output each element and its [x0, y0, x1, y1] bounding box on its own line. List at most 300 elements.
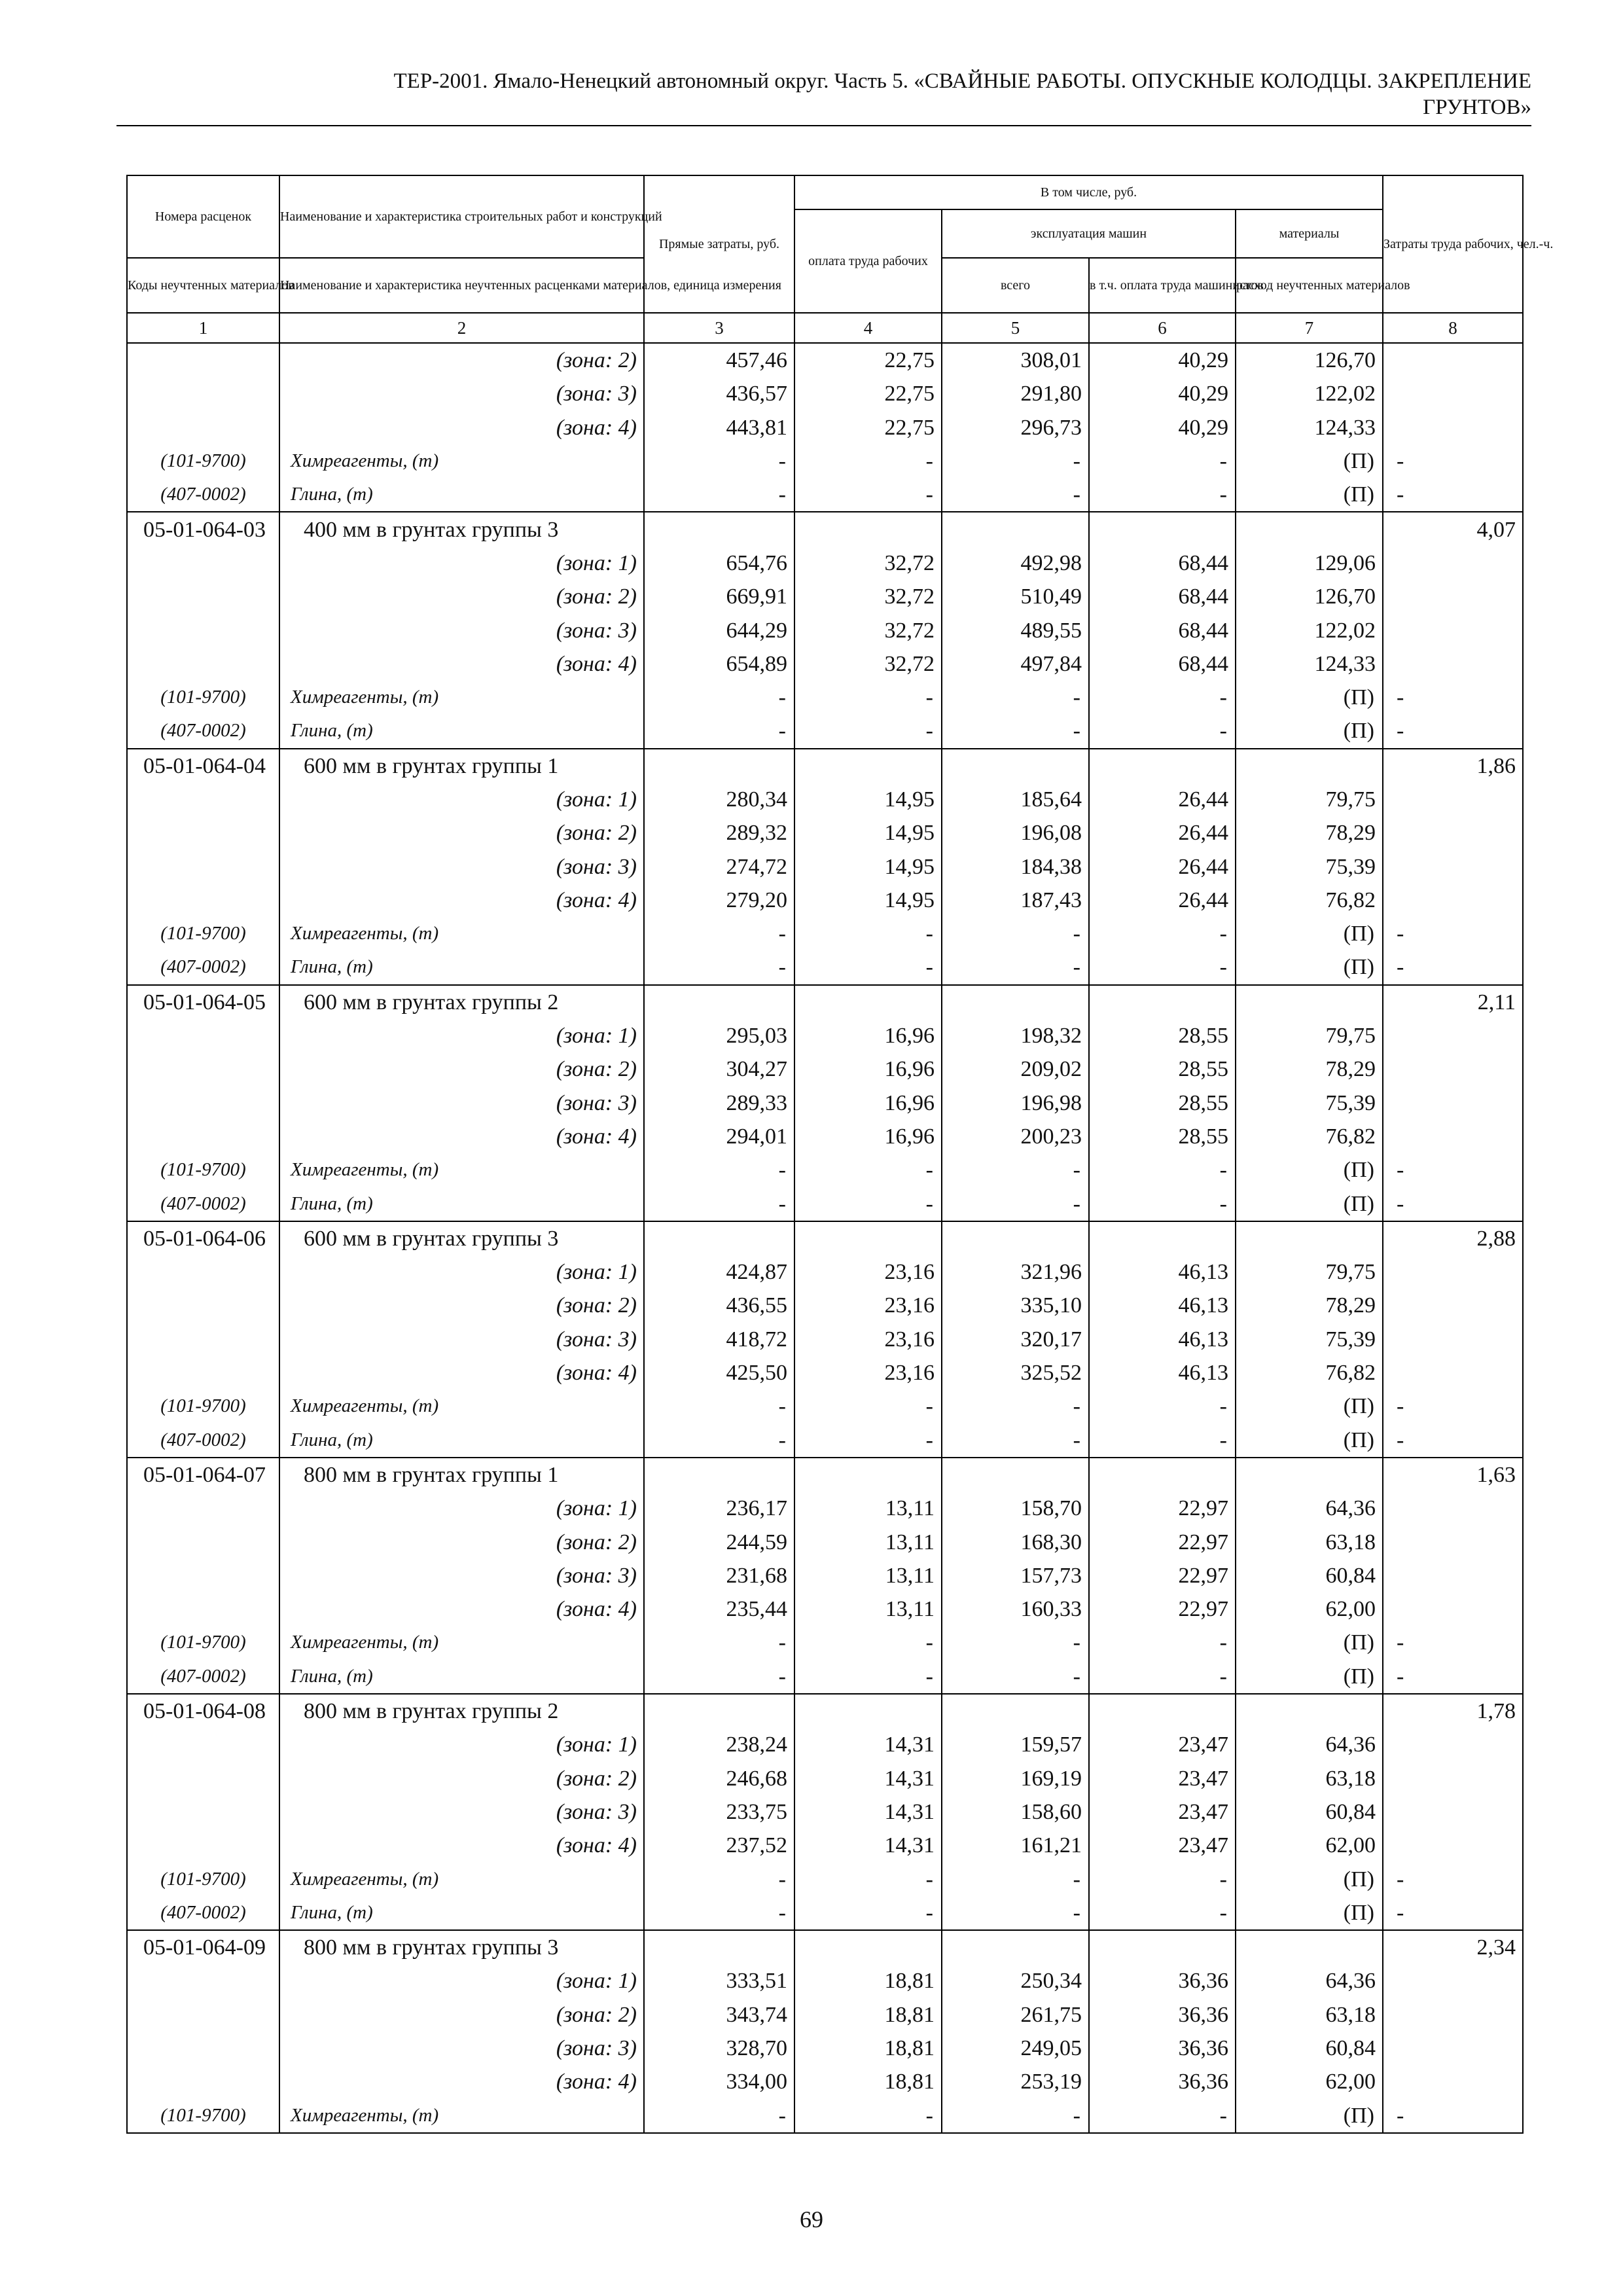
- table-row: [127, 377, 1523, 410]
- rate-code: 05-01-064-03: [127, 512, 279, 546]
- zone-label: (зона: 3): [279, 1559, 644, 1592]
- labor-cell: [1383, 1964, 1523, 1998]
- zone-label: (зона: 1): [279, 1964, 644, 1998]
- value-c7: 63,18: [1236, 1761, 1383, 1795]
- rate-code-cell: [127, 343, 279, 377]
- material-name: Химреагенты, (т): [279, 2098, 644, 2132]
- labor-value: 1,78: [1383, 1694, 1523, 1728]
- column-number: 6: [1089, 313, 1236, 343]
- rate-code-cell: [127, 816, 279, 850]
- table-row: [127, 1592, 1523, 1626]
- empty-value: -: [794, 917, 942, 950]
- rate-code-cell: [127, 1964, 279, 1998]
- value-cell: [794, 1221, 942, 1255]
- labor-cell: [1383, 1525, 1523, 1558]
- material-consumption: (П): [1236, 2098, 1383, 2132]
- material-consumption: (П): [1236, 714, 1383, 748]
- value-c4: 16,96: [794, 1120, 942, 1153]
- value-c6: 68,44: [1089, 647, 1236, 681]
- value-c3: 237,52: [644, 1829, 794, 1862]
- column-number: 5: [942, 313, 1089, 343]
- value-c5: 198,32: [942, 1019, 1089, 1052]
- rate-code-cell: [127, 2065, 279, 2098]
- rate-code-cell: [127, 1052, 279, 1086]
- value-c3: 418,72: [644, 1323, 794, 1356]
- labor-cell: [1383, 1289, 1523, 1322]
- material-code: (101-9700): [127, 2098, 279, 2132]
- zone-label: (зона: 4): [279, 1120, 644, 1153]
- table-row: [127, 850, 1523, 883]
- value-cell: [644, 1930, 794, 1964]
- value-c7: 64,36: [1236, 1728, 1383, 1761]
- material-code: (407-0002): [127, 1896, 279, 1930]
- table-row: [127, 1728, 1523, 1761]
- labor-cell: [1383, 1086, 1523, 1120]
- empty-value: -: [942, 1390, 1089, 1423]
- table-row: [127, 816, 1523, 850]
- rate-name: 600 мм в грунтах группы 2: [279, 985, 644, 1019]
- value-c7: 60,84: [1236, 1559, 1383, 1592]
- value-c7: 75,39: [1236, 1086, 1383, 1120]
- rate-code-cell: [127, 1323, 279, 1356]
- value-c4: 22,75: [794, 343, 942, 377]
- empty-value: -: [794, 714, 942, 748]
- material-code: (101-9700): [127, 681, 279, 714]
- table-row: [127, 1356, 1523, 1390]
- material-consumption: (П): [1236, 681, 1383, 714]
- rate-code-cell: [127, 884, 279, 917]
- labor-cell: [1383, 850, 1523, 883]
- material-code: (101-9700): [127, 444, 279, 478]
- labor-cell: [1383, 1323, 1523, 1356]
- value-cell: [1236, 749, 1383, 783]
- value-c7: 60,84: [1236, 1795, 1383, 1829]
- value-cell: [644, 1221, 794, 1255]
- labor-value: 2,88: [1383, 1221, 1523, 1255]
- value-c5: 250,34: [942, 1964, 1089, 1998]
- table-row: [127, 1323, 1523, 1356]
- value-c5: 196,08: [942, 816, 1089, 850]
- labor-value: -: [1383, 1187, 1523, 1221]
- table-row: [127, 1525, 1523, 1558]
- material-code: (407-0002): [127, 478, 279, 512]
- empty-value: -: [644, 1862, 794, 1895]
- rate-code-cell: [127, 1289, 279, 1322]
- empty-value: -: [794, 444, 942, 478]
- empty-value: -: [644, 1626, 794, 1659]
- value-c6: 40,29: [1089, 377, 1236, 410]
- material-consumption: (П): [1236, 1390, 1383, 1423]
- rate-name: 600 мм в грунтах группы 1: [279, 749, 644, 783]
- value-c5: 158,60: [942, 1795, 1089, 1829]
- value-c4: 16,96: [794, 1052, 942, 1086]
- value-c7: 78,29: [1236, 1052, 1383, 1086]
- zone-label: (зона: 2): [279, 1525, 644, 1558]
- rate-name: 800 мм в грунтах группы 1: [279, 1458, 644, 1492]
- rate-code-cell: [127, 783, 279, 816]
- value-c6: 46,13: [1089, 1356, 1236, 1390]
- value-c3: 334,00: [644, 2065, 794, 2098]
- empty-value: -: [942, 478, 1089, 512]
- value-c5: 308,01: [942, 343, 1089, 377]
- empty-value: -: [942, 1187, 1089, 1221]
- value-cell: [1236, 1458, 1383, 1492]
- value-c7: 78,29: [1236, 1289, 1383, 1322]
- table-row: [127, 1829, 1523, 1862]
- material-name: Глина, (т): [279, 950, 644, 984]
- table-row: [127, 917, 1523, 950]
- empty-value: -: [942, 917, 1089, 950]
- material-consumption: (П): [1236, 1660, 1383, 1694]
- rate-code-cell: [127, 377, 279, 410]
- empty-value: -: [644, 950, 794, 984]
- empty-value: -: [1089, 1153, 1236, 1187]
- value-c6: 22,97: [1089, 1525, 1236, 1558]
- value-c4: 32,72: [794, 580, 942, 613]
- value-c5: 296,73: [942, 411, 1089, 444]
- material-code: (101-9700): [127, 917, 279, 950]
- rate-code: 05-01-064-04: [127, 749, 279, 783]
- value-c5: 196,98: [942, 1086, 1089, 1120]
- value-c5: 158,70: [942, 1492, 1089, 1525]
- value-c7: 79,75: [1236, 783, 1383, 816]
- table-row: [127, 1761, 1523, 1795]
- empty-value: -: [1089, 1187, 1236, 1221]
- labor-cell: [1383, 547, 1523, 580]
- value-c4: 23,16: [794, 1323, 942, 1356]
- empty-value: -: [644, 681, 794, 714]
- value-c4: 23,16: [794, 1356, 942, 1390]
- labor-cell: [1383, 1829, 1523, 1862]
- table-row: [127, 1424, 1523, 1458]
- value-c7: 75,39: [1236, 850, 1383, 883]
- value-c6: 26,44: [1089, 850, 1236, 883]
- material-consumption: (П): [1236, 1424, 1383, 1458]
- labor-value: -: [1383, 917, 1523, 950]
- empty-value: -: [794, 950, 942, 984]
- empty-value: -: [794, 1660, 942, 1694]
- table-row: [127, 950, 1523, 984]
- rate-code-cell: [127, 1492, 279, 1525]
- table-row: [127, 783, 1523, 816]
- header-machines-total: всего: [942, 258, 1089, 313]
- value-c5: 325,52: [942, 1356, 1089, 1390]
- header-direct-costs: Прямые затраты, руб.: [644, 175, 794, 313]
- rate-code-cell: [127, 1728, 279, 1761]
- labor-value: -: [1383, 1896, 1523, 1930]
- value-c5: 510,49: [942, 580, 1089, 613]
- rate-code: 05-01-064-09: [127, 1930, 279, 1964]
- rate-code-cell: [127, 613, 279, 647]
- table-row: [127, 1626, 1523, 1659]
- table-row: [127, 580, 1523, 613]
- table-row: [127, 681, 1523, 714]
- empty-value: -: [942, 1424, 1089, 1458]
- rate-code-cell: [127, 1255, 279, 1289]
- material-code: (407-0002): [127, 1187, 279, 1221]
- value-c4: 32,72: [794, 613, 942, 647]
- value-c5: 321,96: [942, 1255, 1089, 1289]
- value-c4: 18,81: [794, 1964, 942, 1998]
- labor-cell: [1383, 1120, 1523, 1153]
- table-row: [127, 2098, 1523, 2132]
- table-row: [127, 884, 1523, 917]
- value-cell: [1236, 512, 1383, 546]
- material-name: Химреагенты, (т): [279, 1390, 644, 1423]
- value-c3: 436,57: [644, 377, 794, 410]
- table-row: [127, 1255, 1523, 1289]
- material-name: Химреагенты, (т): [279, 1153, 644, 1187]
- value-c3: 457,46: [644, 343, 794, 377]
- value-c7: 126,70: [1236, 343, 1383, 377]
- value-cell: [1089, 1458, 1236, 1492]
- header-work-name: Наименование и характеристика строительных работ и конструкций: [279, 175, 644, 258]
- value-c4: 13,11: [794, 1559, 942, 1592]
- labor-cell: [1383, 580, 1523, 613]
- material-name: Химреагенты, (т): [279, 444, 644, 478]
- value-c6: 23,47: [1089, 1728, 1236, 1761]
- material-consumption: (П): [1236, 1187, 1383, 1221]
- labor-cell: [1383, 1592, 1523, 1626]
- zone-label: (зона: 4): [279, 2065, 644, 2098]
- value-c3: 236,17: [644, 1492, 794, 1525]
- value-cell: [1089, 512, 1236, 546]
- value-cell: [1089, 1694, 1236, 1728]
- table-row: [127, 444, 1523, 478]
- rate-code-cell: [127, 1086, 279, 1120]
- table-row: [127, 1795, 1523, 1829]
- table-row: [127, 613, 1523, 647]
- rate-name: 600 мм в грунтах группы 3: [279, 1221, 644, 1255]
- labor-cell: [1383, 377, 1523, 410]
- empty-value: -: [1089, 1862, 1236, 1895]
- value-c5: 160,33: [942, 1592, 1089, 1626]
- zone-label: (зона: 3): [279, 1323, 644, 1356]
- empty-value: -: [644, 2098, 794, 2132]
- header-operators-pay: в т.ч. оплата труда машинистов: [1089, 258, 1236, 313]
- zone-label: (зона: 4): [279, 1592, 644, 1626]
- column-number: 3: [644, 313, 794, 343]
- empty-value: -: [794, 1862, 942, 1895]
- rate-code: 05-01-064-06: [127, 1221, 279, 1255]
- rate-code-cell: [127, 1592, 279, 1626]
- value-c3: 669,91: [644, 580, 794, 613]
- page-number: 69: [800, 2206, 823, 2233]
- value-c6: 23,47: [1089, 1795, 1236, 1829]
- column-number: 4: [794, 313, 942, 343]
- header-materials: материалы: [1236, 209, 1383, 258]
- value-c6: 22,97: [1089, 1592, 1236, 1626]
- value-c6: 28,55: [1089, 1052, 1236, 1086]
- value-c6: 26,44: [1089, 816, 1236, 850]
- material-name: Глина, (т): [279, 478, 644, 512]
- empty-value: -: [1089, 1626, 1236, 1659]
- material-consumption: (П): [1236, 917, 1383, 950]
- value-c3: 424,87: [644, 1255, 794, 1289]
- value-c7: 78,29: [1236, 816, 1383, 850]
- empty-value: -: [1089, 1896, 1236, 1930]
- zone-label: (зона: 2): [279, 1761, 644, 1795]
- material-name: Глина, (т): [279, 714, 644, 748]
- value-c6: 22,97: [1089, 1559, 1236, 1592]
- value-c7: 76,82: [1236, 1120, 1383, 1153]
- table-header: [127, 175, 1554, 343]
- material-name: Глина, (т): [279, 1424, 644, 1458]
- empty-value: -: [942, 681, 1089, 714]
- value-c5: 489,55: [942, 613, 1089, 647]
- table-row: [127, 1559, 1523, 1592]
- value-c7: 122,02: [1236, 377, 1383, 410]
- rate-name: 800 мм в грунтах группы 3: [279, 1930, 644, 1964]
- empty-value: -: [794, 1390, 942, 1423]
- value-c7: 126,70: [1236, 580, 1383, 613]
- value-cell: [1236, 1221, 1383, 1255]
- value-c5: 184,38: [942, 850, 1089, 883]
- zone-label: (зона: 4): [279, 411, 644, 444]
- value-c4: 14,31: [794, 1795, 942, 1829]
- value-c4: 14,95: [794, 816, 942, 850]
- zone-label: (зона: 3): [279, 377, 644, 410]
- material-code: (407-0002): [127, 1660, 279, 1694]
- empty-value: -: [1089, 681, 1236, 714]
- value-cell: [1089, 749, 1236, 783]
- value-c5: 200,23: [942, 1120, 1089, 1153]
- header-workers-pay: оплата труда рабочих: [794, 209, 942, 313]
- material-code: (101-9700): [127, 1390, 279, 1423]
- rate-code-cell: [127, 647, 279, 681]
- material-name: Химреагенты, (т): [279, 1626, 644, 1659]
- value-c3: 238,24: [644, 1728, 794, 1761]
- header-unaccounted-codes: Коды неучтенных материалов: [127, 258, 279, 313]
- table-row: [127, 1998, 1523, 2032]
- labor-cell: [1383, 1728, 1523, 1761]
- value-c7: 129,06: [1236, 547, 1383, 580]
- value-c5: 157,73: [942, 1559, 1089, 1592]
- empty-value: -: [942, 2098, 1089, 2132]
- value-c4: 13,11: [794, 1525, 942, 1558]
- rate-name: 400 мм в грунтах группы 3: [279, 512, 644, 546]
- zone-label: (зона: 4): [279, 1356, 644, 1390]
- table-row: [127, 1930, 1523, 1964]
- table-row: [127, 1862, 1523, 1895]
- labor-value: 1,63: [1383, 1458, 1523, 1492]
- labor-value: -: [1383, 714, 1523, 748]
- zone-label: (зона: 2): [279, 580, 644, 613]
- value-c5: 209,02: [942, 1052, 1089, 1086]
- empty-value: -: [644, 478, 794, 512]
- value-cell: [942, 1694, 1089, 1728]
- empty-value: -: [1089, 478, 1236, 512]
- rate-code-cell: [127, 547, 279, 580]
- value-c6: 23,47: [1089, 1761, 1236, 1795]
- header-line-2: ГРУНТОВ»: [1423, 96, 1531, 119]
- rate-code-cell: [127, 1829, 279, 1862]
- value-c3: 654,76: [644, 547, 794, 580]
- table-row: [127, 1694, 1523, 1728]
- value-c4: 18,81: [794, 2065, 942, 2098]
- rate-code-cell: [127, 1795, 279, 1829]
- material-name: Глина, (т): [279, 1187, 644, 1221]
- value-c3: 294,01: [644, 1120, 794, 1153]
- value-cell: [794, 1930, 942, 1964]
- labor-value: -: [1383, 1626, 1523, 1659]
- value-c5: 335,10: [942, 1289, 1089, 1322]
- labor-cell: [1383, 2032, 1523, 2065]
- zone-label: (зона: 3): [279, 2032, 644, 2065]
- material-consumption: (П): [1236, 1626, 1383, 1659]
- value-c6: 36,36: [1089, 1998, 1236, 2032]
- empty-value: -: [794, 1896, 942, 1930]
- table-row: [127, 1153, 1523, 1187]
- empty-value: -: [1089, 1660, 1236, 1694]
- labor-cell: [1383, 1998, 1523, 2032]
- value-c6: 68,44: [1089, 547, 1236, 580]
- zone-label: (зона: 1): [279, 783, 644, 816]
- empty-value: -: [1089, 714, 1236, 748]
- value-c7: 63,18: [1236, 1998, 1383, 2032]
- value-c3: 279,20: [644, 884, 794, 917]
- labor-value: 4,07: [1383, 512, 1523, 546]
- value-c6: 68,44: [1089, 580, 1236, 613]
- value-c3: 274,72: [644, 850, 794, 883]
- rate-code-cell: [127, 1019, 279, 1052]
- empty-value: -: [1089, 950, 1236, 984]
- rate-code-cell: [127, 2032, 279, 2065]
- rate-code-cell: [127, 1120, 279, 1153]
- value-c7: 79,75: [1236, 1255, 1383, 1289]
- material-consumption: (П): [1236, 1153, 1383, 1187]
- value-c6: 40,29: [1089, 411, 1236, 444]
- value-cell: [644, 749, 794, 783]
- value-c6: 28,55: [1089, 1086, 1236, 1120]
- labor-cell: [1383, 1559, 1523, 1592]
- zone-label: (зона: 2): [279, 1052, 644, 1086]
- value-c7: 62,00: [1236, 1829, 1383, 1862]
- table-row: [127, 985, 1523, 1019]
- value-c6: 23,47: [1089, 1829, 1236, 1862]
- table-body: [127, 343, 1523, 2133]
- labor-cell: [1383, 1356, 1523, 1390]
- zone-label: (зона: 1): [279, 547, 644, 580]
- rate-code-cell: [127, 1559, 279, 1592]
- material-name: Глина, (т): [279, 1896, 644, 1930]
- empty-value: -: [794, 681, 942, 714]
- value-c4: 18,81: [794, 1998, 942, 2032]
- value-c4: 14,31: [794, 1829, 942, 1862]
- labor-cell: [1383, 816, 1523, 850]
- empty-value: -: [942, 1896, 1089, 1930]
- value-c3: 246,68: [644, 1761, 794, 1795]
- material-code: (407-0002): [127, 714, 279, 748]
- value-c5: 185,64: [942, 783, 1089, 816]
- value-cell: [794, 749, 942, 783]
- value-c4: 23,16: [794, 1255, 942, 1289]
- value-cell: [942, 1458, 1089, 1492]
- zone-label: (зона: 2): [279, 1289, 644, 1322]
- header-unaccounted-names: Наименование и характеристика неучтенных расценками материалов, единица измерения: [279, 258, 644, 313]
- labor-cell: [1383, 411, 1523, 444]
- labor-value: 1,86: [1383, 749, 1523, 783]
- zone-label: (зона: 4): [279, 1829, 644, 1862]
- value-c4: 22,75: [794, 411, 942, 444]
- value-c7: 79,75: [1236, 1019, 1383, 1052]
- rate-code-cell: [127, 1356, 279, 1390]
- value-c4: 14,31: [794, 1728, 942, 1761]
- empty-value: -: [644, 917, 794, 950]
- material-name: Химреагенты, (т): [279, 917, 644, 950]
- value-c3: 436,55: [644, 1289, 794, 1322]
- rate-code: 05-01-064-08: [127, 1694, 279, 1728]
